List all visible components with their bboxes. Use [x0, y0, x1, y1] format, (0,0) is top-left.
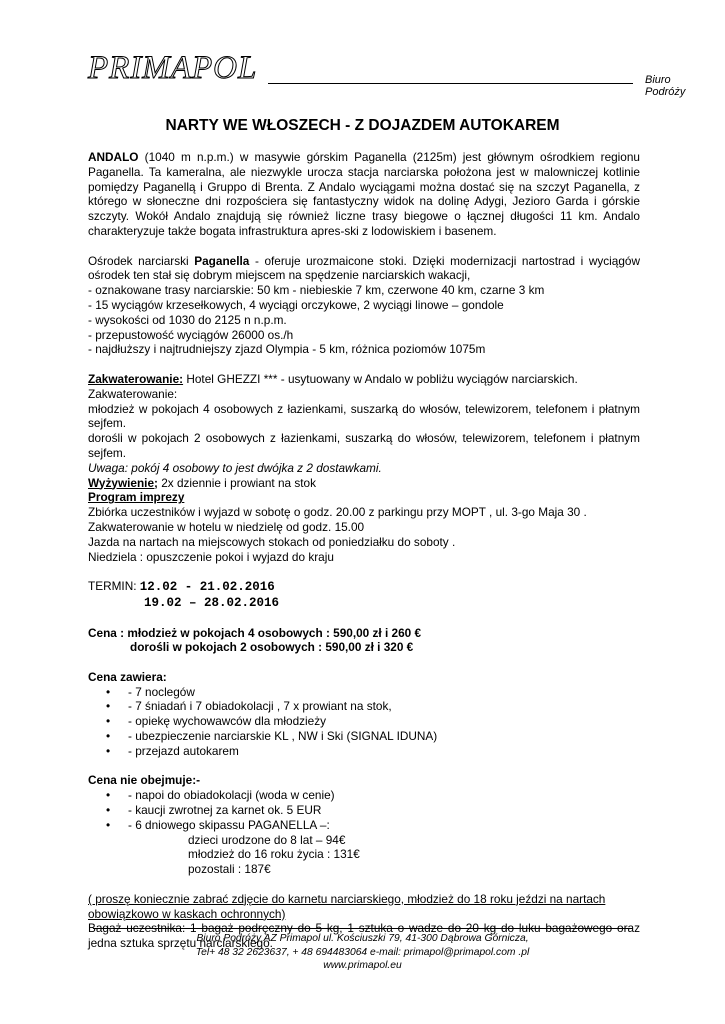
list-item: • - przejazd autokarem — [106, 743, 239, 758]
bullet-icon: • — [106, 743, 111, 758]
baggage-paragraph: Bagaż uczestnika: 1 bagaż podręczny do 5 kg, 1 sztuka o wadze do 20 kg do luku bagażowego oraz jedna sztuka sprzętu narciarskiego. — [88, 921, 640, 951]
skipass-price: pozostali : 187€ — [188, 862, 271, 877]
bullet-icon: • — [106, 803, 111, 818]
resort-paragraph — [88, 254, 640, 284]
board-text: 2x dziennie i prowiant na stok — [157, 475, 316, 490]
bullet-icon: • — [106, 729, 111, 744]
skipass-price: młodzież do 16 roku życia : 131€ — [188, 847, 360, 862]
bullet-icon: • — [106, 788, 111, 803]
company-logo: PRIMAPOL — [88, 50, 258, 86]
board-line — [88, 476, 640, 491]
intro-text: (1040 m n.p.m.) w masywie górskim Paganella (2125m) jest głównym ośrodkiem regionu Paganella. Ta kameralna, ale niezwykle urocza stacja narciarska położona jest w malowniczej kotlinie pomiędzy Paganellą i Gruppo di Brenta. Z Andalo wyciągami można dostać się na szczyt Paganella, z którego w słoneczne dni rozpościera się fantastyczny widok na dolinę Adygi, Jezioro Garda i górskie szczyty. Wokół Andalo znajdują się również liczne trasy biegowe o łącznej długości 11 km. Andalo charakteryzuje także bogata infrastruktura apres-ski z lodowiskiem i basenem. — [88, 150, 640, 238]
program-line: Zbiórka uczestników i wyjazd w sobotę o godz. 20.00 z parkingu przy MOPT , ul. 3-go Maja 30 . — [88, 505, 587, 520]
bullet-icon: • — [106, 714, 111, 729]
resort-line: - wysokości od 1030 do 2125 n n.p.m. — [88, 312, 287, 327]
price-line-2: dorośli w pokojach 2 osobowych : 590,00 zł i 320 € — [130, 640, 414, 655]
notice-line-2: obowiązkowo w kaskach ochronnych) — [88, 906, 286, 921]
header-subtitle: Biuro Podróży — [645, 74, 686, 98]
bullet-icon: • — [106, 699, 111, 714]
bullet-icon: • — [106, 684, 111, 699]
list-item: • - kaucji zwrotnej za karnet ok. 5 EUR — [106, 803, 322, 818]
excludes-list — [88, 788, 640, 832]
notice-line-1: ( proszę koniecznie zabrać zdjęcie do karnetu narciarskiego, młodzież do 18 roku jeździ na nartach — [88, 891, 606, 906]
bullet-icon: • — [106, 817, 111, 832]
page-title: NARTY WE WŁOSZECH - Z DOJAZDEM AUTOKAREM — [165, 117, 560, 134]
resort-line: - przepustowość wyciągów 26000 os./h — [88, 327, 294, 342]
letterhead — [88, 50, 686, 98]
term-line — [88, 579, 640, 595]
footer-rule — [93, 928, 633, 929]
intro-lead: ANDALO — [88, 150, 139, 164]
footer — [0, 932, 725, 973]
term-date-2: 19.02 – 28.02.2016 — [144, 595, 280, 610]
accommodation-text: Hotel GHEZZI *** - usytuowany w Andalo w pobliżu wyciągów narciarskich. — [183, 371, 578, 386]
program-line: Zakwaterowanie w hotelu w niedzielę od godz. 15.00 — [88, 519, 365, 534]
accommodation-line — [88, 372, 640, 387]
list-item: • - opiekę wychowawców dla młodzieży — [106, 714, 327, 729]
accommodation-youth: młodzież w pokojach 4 osobowych z łazienkami, suszarką do włosów, telewizorem, telefonem i płatnym sejfem. — [88, 401, 640, 431]
list-item: • - 7 noclegów — [106, 684, 195, 699]
intro-paragraph — [88, 150, 640, 239]
term-date-1: 12.02 - 21.02.2016 — [139, 580, 275, 595]
resort-prefix: Ośrodek narciarski — [88, 253, 195, 268]
board-label: Wyżywienie; — [88, 475, 158, 490]
list-item: • - napoi do obiadokolacji (woda w cenie) — [106, 788, 335, 803]
accommodation-adults: dorośli w pokojach 2 osobowych z łazienkami, suszarką do włosów, telewizorem, telefonem i płatnym sejfem. — [88, 431, 640, 460]
includes-label: Cena zawiera: — [88, 669, 167, 684]
list-item: • - 6 dniowego skipassu PAGANELLA –: — [106, 817, 330, 832]
resort-line: - najdłuższy i najtrudniejszy zjazd Olympia - 5 km, różnica poziomów 1075m — [88, 342, 486, 357]
document-body — [88, 150, 640, 951]
footer-website: www.primapol.eu — [323, 960, 402, 971]
term-line-2 — [88, 595, 640, 611]
footer-contact: Tel+ 48 32 2623637, + 48 694483064 e-mail: primapol@primapol.com .pl — [195, 946, 530, 958]
program-line: Niedziela : opuszczenie pokoi i wyjazd do kraju — [88, 549, 334, 564]
excludes-label: Cena nie obejmuje:- — [88, 773, 201, 788]
includes-list — [88, 685, 640, 759]
list-item: • - ubezpieczenie narciarskie KL , NW i Ski (SIGNAL IDUNA) — [106, 729, 438, 744]
footer-address: Biuro Podróży AZ Primapol ul. Kościuszki 79, 41-300 Dąbrowa Górnicza, — [196, 933, 529, 944]
accommodation-sub-label: Zakwaterowanie: — [88, 386, 178, 401]
accommodation-note: Uwaga: pokój 4 osobowy to jest dwójka z 2 dostawkami. — [88, 460, 382, 475]
price-line-1: Cena : młodzież w pokojach 4 osobowych : 590,00 zł i 260 € — [88, 625, 422, 640]
program-label: Program imprezy — [88, 490, 185, 505]
skipass-price: dzieci urodzone do 8 lat – 94€ — [188, 832, 346, 847]
resort-line: - oznakowane trasy narciarskie: 50 km - niebieskie 7 km, czerwone 40 km, czarne 3 km — [88, 283, 545, 298]
program-line: Jazda na nartach na miejscowych stokach od poniedziałku do soboty . — [88, 534, 456, 549]
resort-text: - oferuje urozmaicone stoki. Dzięki modernizacji nartostrad i wyciągów ośrodek ten stał się dobrym miejscem na spędzenie narciarskich wakacji, — [88, 253, 640, 283]
header-rule — [268, 83, 633, 84]
resort-line: - 15 wyciągów krzesełkowych, 4 wyciągi orczykowe, 2 wyciągi linowe – gondole — [88, 297, 504, 312]
list-item: • - 7 śniadań i 7 obiadokolacji , 7 x prowiant na stok, — [106, 699, 392, 714]
resort-name: Paganella — [194, 253, 250, 268]
term-label: TERMIN: — [88, 579, 140, 594]
accommodation-label: Zakwaterowanie: — [88, 371, 184, 386]
